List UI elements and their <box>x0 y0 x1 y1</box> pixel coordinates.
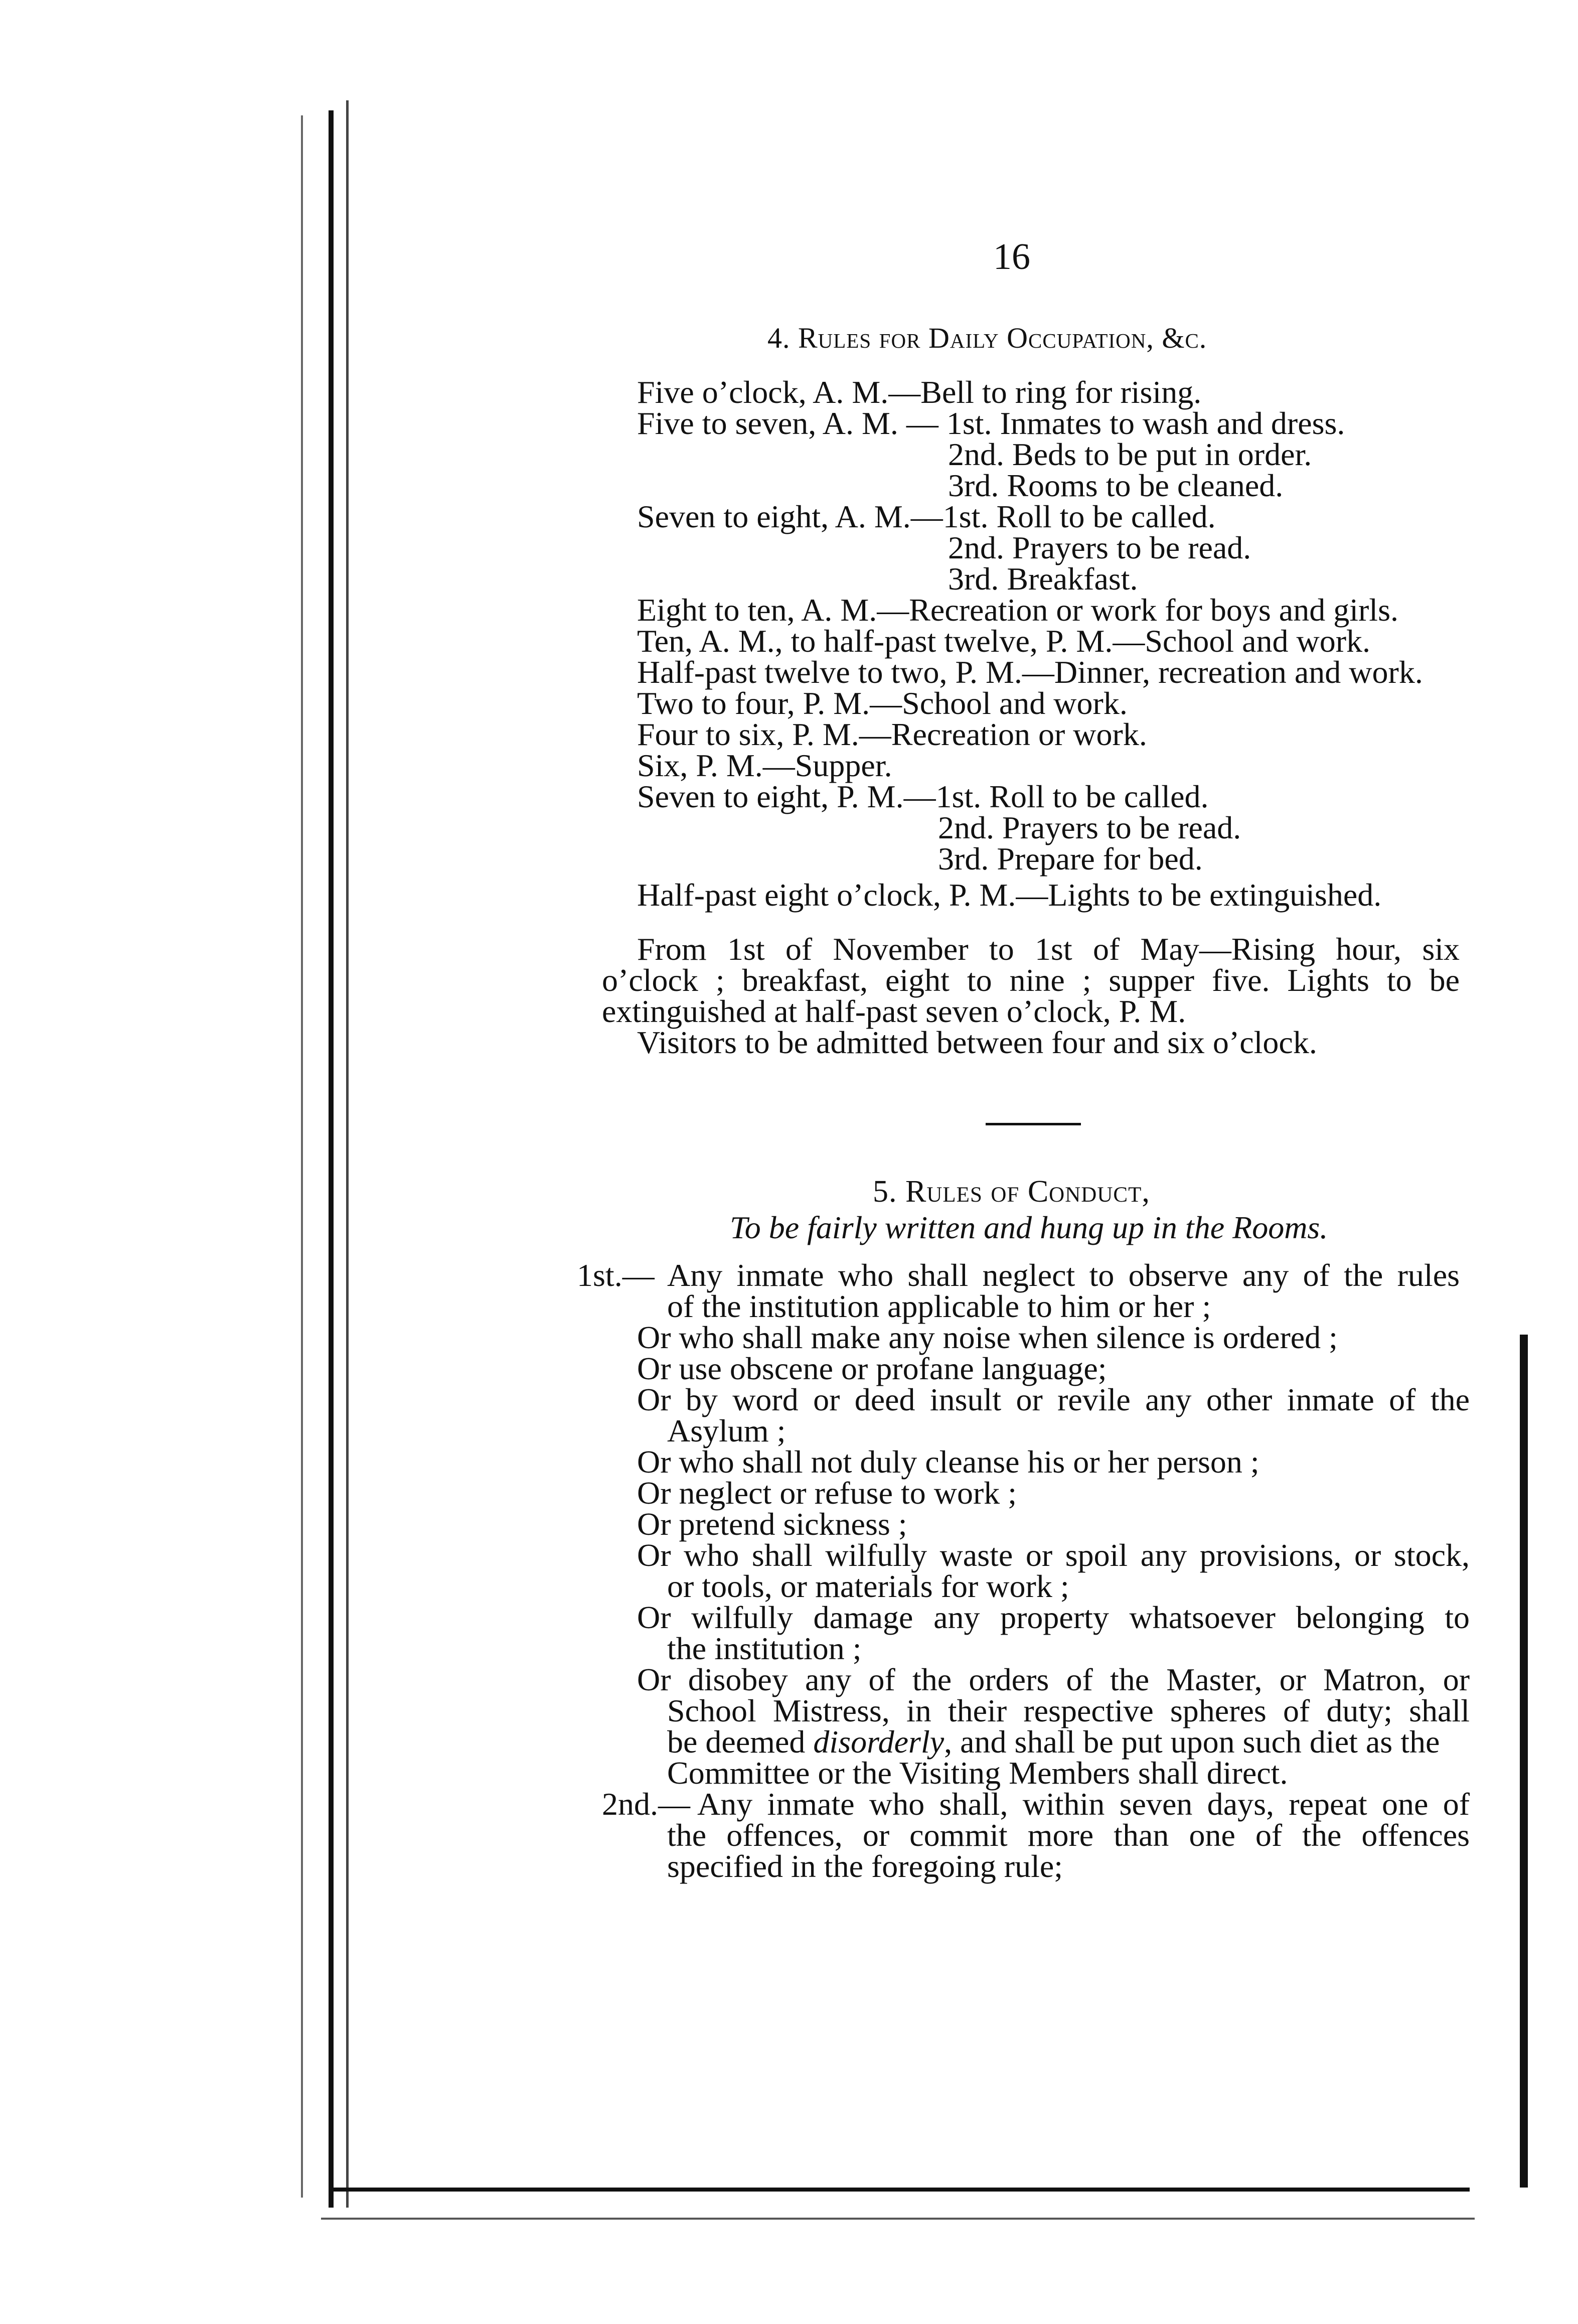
section5-title: 5. Rules of Conduct, <box>873 1175 1150 1209</box>
paragraph-line: From 1st of November to 1st of May—Rising hour, six <box>637 931 1460 967</box>
binding-edge-left <box>329 110 334 2208</box>
schedule-line: 2nd. Prayers to be read. <box>938 810 1241 845</box>
rule-line: of the institution applicable to him or her ; <box>667 1288 1211 1324</box>
binding-edge-left-inner <box>346 100 349 2208</box>
binding-edge-left-outer <box>301 115 303 2198</box>
schedule-line: 2nd. Beds to be put in order. <box>948 437 1312 472</box>
page-right-edge <box>1520 1335 1528 2188</box>
paragraph-line: o’clock ; breakfast, eight to nine ; supper five. Lights to be <box>602 962 1460 998</box>
rule-line: Any inmate who shall neglect to observe any of the rules <box>667 1257 1460 1293</box>
schedule-line: Six, P. M.—Supper. <box>637 748 892 783</box>
rule-line: Or pretend sickness ; <box>637 1506 907 1542</box>
page-bottom-edge <box>331 2188 1470 2192</box>
schedule-line: 2nd. Prayers to be read. <box>948 530 1251 565</box>
rule-line: Asylum ; <box>667 1413 786 1448</box>
rule-line: School Mistress, in their respective spheres of duty; shall <box>667 1693 1470 1728</box>
rule-line: Or neglect or refuse to work ; <box>637 1475 1017 1511</box>
rule-line-disorderly <box>667 1726 1440 1758</box>
rule-line: Committee or the Visiting Members shall direct. <box>667 1755 1288 1791</box>
rule-line: Any inmate who shall, within seven days, repeat one of <box>697 1786 1470 1822</box>
schedule-line: Eight to ten, A. M.—Recreation or work for boys and girls. <box>637 592 1398 628</box>
schedule-line: Ten, A. M., to half-past twelve, P. M.—School and work. <box>637 623 1371 659</box>
disorderly-emphasis: disorderly <box>813 1724 944 1760</box>
page-bottom-edge-2 <box>321 2218 1475 2220</box>
section4-title: 4. Rules for Daily Occupation, &c. <box>767 322 1207 354</box>
rule-line: Or use obscene or profane language; <box>637 1351 1107 1386</box>
rule-line: Or who shall wilfully waste or spoil any provisions, or stock, <box>637 1537 1470 1573</box>
rule-line: specified in the foregoing rule; <box>667 1848 1063 1884</box>
schedule-line: Two to four, P. M.—School and work. <box>637 685 1128 721</box>
rule-line: the offences, or commit more than one of the offences <box>667 1817 1470 1853</box>
rule-text: , and shall be put upon such diet as the <box>944 1724 1440 1760</box>
schedule-line: 3rd. Breakfast. <box>948 561 1138 597</box>
schedule-line: Seven to eight, P. M.—1st. Roll to be called. <box>637 779 1209 814</box>
rule-1-label: 1st.— <box>577 1257 655 1293</box>
schedule-line: Half-past eight o’clock, P. M.—Lights to be extinguished. <box>637 877 1382 913</box>
section-divider <box>986 1123 1081 1125</box>
rule-line: Or who shall make any noise when silence is ordered ; <box>637 1320 1338 1355</box>
rule-line: or tools, or materials for work ; <box>667 1568 1069 1604</box>
schedule-line: Half-past twelve to two, P. M.—Dinner, recreation and work. <box>637 654 1423 690</box>
schedule-line: Seven to eight, A. M.—1st. Roll to be called. <box>637 499 1216 534</box>
schedule-line: 3rd. Prepare for bed. <box>938 841 1203 877</box>
rule-text: be deemed <box>667 1724 814 1760</box>
section4-visitors-note: Visitors to be admitted between four and six o’clock. <box>637 1025 1317 1060</box>
schedule-line: 3rd. Rooms to be cleaned. <box>948 468 1284 503</box>
schedule-line: Five to seven, A. M. — 1st. Inmates to wash and dress. <box>637 405 1345 441</box>
rule-line: the institution ; <box>667 1631 862 1666</box>
rule-2-label: 2nd.— <box>602 1786 690 1822</box>
schedule-line: Five o’clock, A. M.—Bell to ring for rising. <box>637 374 1202 410</box>
rule-line: Or by word or deed insult or revile any other inmate of the <box>637 1382 1470 1417</box>
paragraph-line: extinguished at half-past seven o’clock, P. M. <box>602 993 1186 1029</box>
section5-subtitle: To be fairly written and hung up in the Rooms. <box>730 1210 1328 1245</box>
rule-line: Or wilfully damage any property whatsoever belonging to <box>637 1600 1470 1635</box>
rule-line: Or who shall not duly cleanse his or her person ; <box>637 1444 1259 1480</box>
page-number: 16 <box>993 236 1030 277</box>
rule-line: Or disobey any of the orders of the Master, or Matron, or <box>637 1662 1470 1697</box>
schedule-line: Four to six, P. M.—Recreation or work. <box>637 716 1147 752</box>
